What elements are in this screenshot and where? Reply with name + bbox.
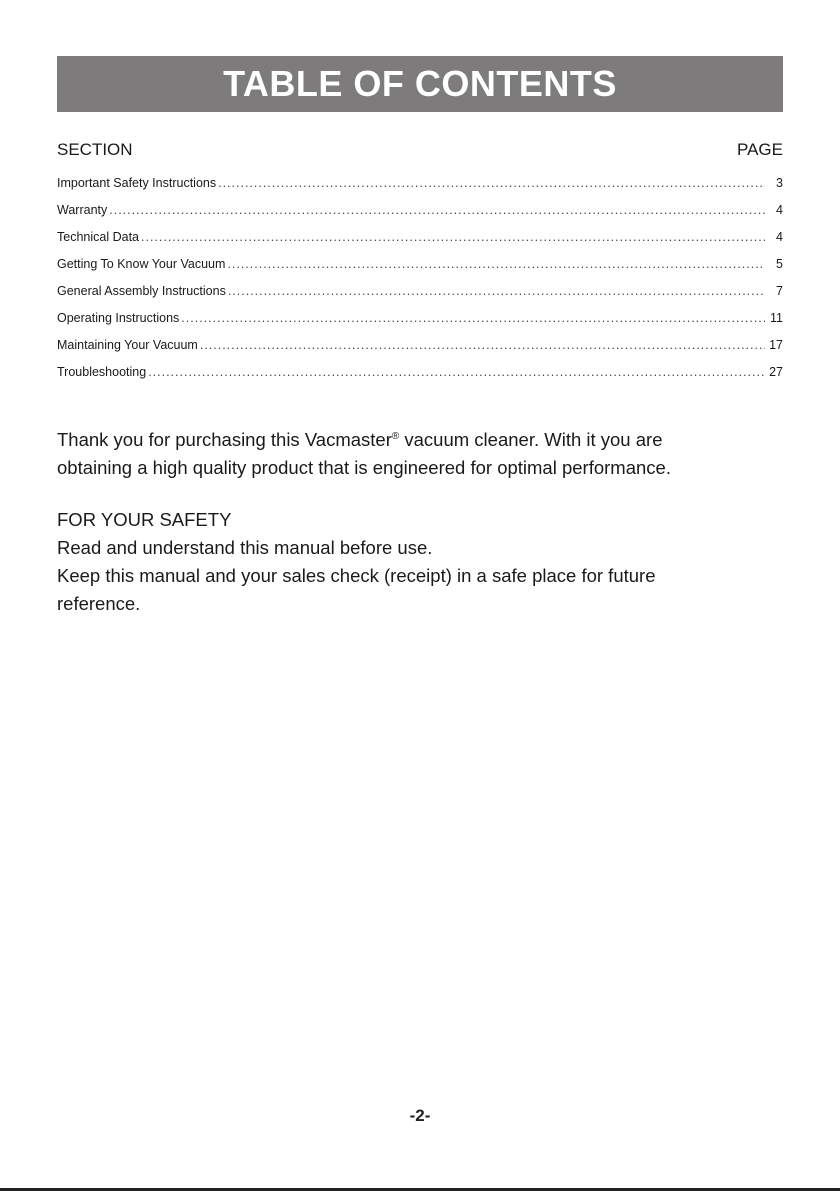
dot-leader (181, 311, 765, 325)
intro-line-2: obtaining a high quality product that is engineered for optimal performance. (57, 457, 671, 478)
dot-leader (141, 230, 765, 244)
toc-entry-title: Getting To Know Your Vacuum (57, 257, 226, 271)
toc-entry-technical-data[interactable] (57, 230, 783, 257)
toc-list (57, 176, 783, 392)
toc-entry-page: 17 (769, 338, 783, 352)
registered-mark: ® (391, 430, 400, 442)
toc-header (57, 140, 783, 160)
intro-section (57, 426, 787, 618)
toc-entry-page: 27 (769, 365, 783, 379)
toc-entry-maintaining[interactable] (57, 338, 783, 365)
toc-entry-page: 7 (776, 284, 783, 298)
toc-entry-title: Troubleshooting (57, 365, 147, 379)
toc-entry-page: 11 (770, 311, 783, 325)
intro-text: Thank you for purchasing this Vacmaster (57, 429, 392, 450)
toc-entry-safety-instructions[interactable] (57, 176, 783, 203)
toc-entry-title: General Assembly Instructions (57, 284, 226, 298)
safety-line-1: Read and understand this manual before use. (57, 537, 433, 558)
toc-entry-title: Operating Instructions (57, 311, 180, 325)
dot-leader (228, 284, 765, 298)
safety-line-2: Keep this manual and your sales check (receipt) in a safe place for future (57, 565, 656, 586)
toc-entry-operating[interactable] (57, 311, 783, 338)
toc-entry-title: Important Safety Instructions (57, 176, 217, 190)
toc-entry-title: Technical Data (57, 230, 139, 244)
title-banner (57, 56, 783, 112)
page-title: TABLE OF CONTENTS (223, 63, 617, 104)
page-column-header: PAGE (737, 140, 783, 159)
dot-leader (148, 365, 765, 379)
toc-entry-assembly[interactable] (57, 284, 783, 311)
dot-leader (227, 257, 765, 271)
toc-entry-page: 4 (776, 230, 783, 244)
intro-line-1 (57, 426, 787, 454)
dot-leader (218, 176, 765, 190)
intro-text: vacuum cleaner. With it you are (399, 429, 663, 450)
dot-leader (109, 203, 765, 217)
toc-entry-title: Warranty (57, 203, 108, 217)
toc-entry-troubleshooting[interactable] (57, 365, 783, 392)
safety-heading: FOR YOUR SAFETY (57, 509, 232, 530)
toc-entry-page: 5 (776, 257, 783, 271)
toc-entry-warranty[interactable] (57, 203, 783, 230)
dot-leader (200, 338, 765, 352)
toc-entry-title: Maintaining Your Vacuum (57, 338, 198, 352)
toc-entry-page: 3 (776, 176, 783, 190)
toc-entry-page: 4 (776, 203, 783, 217)
safety-line-3: reference. (57, 593, 141, 614)
section-column-header: SECTION (57, 140, 133, 159)
toc-entry-getting-to-know[interactable] (57, 257, 783, 284)
page-number: -2- (409, 1106, 431, 1125)
